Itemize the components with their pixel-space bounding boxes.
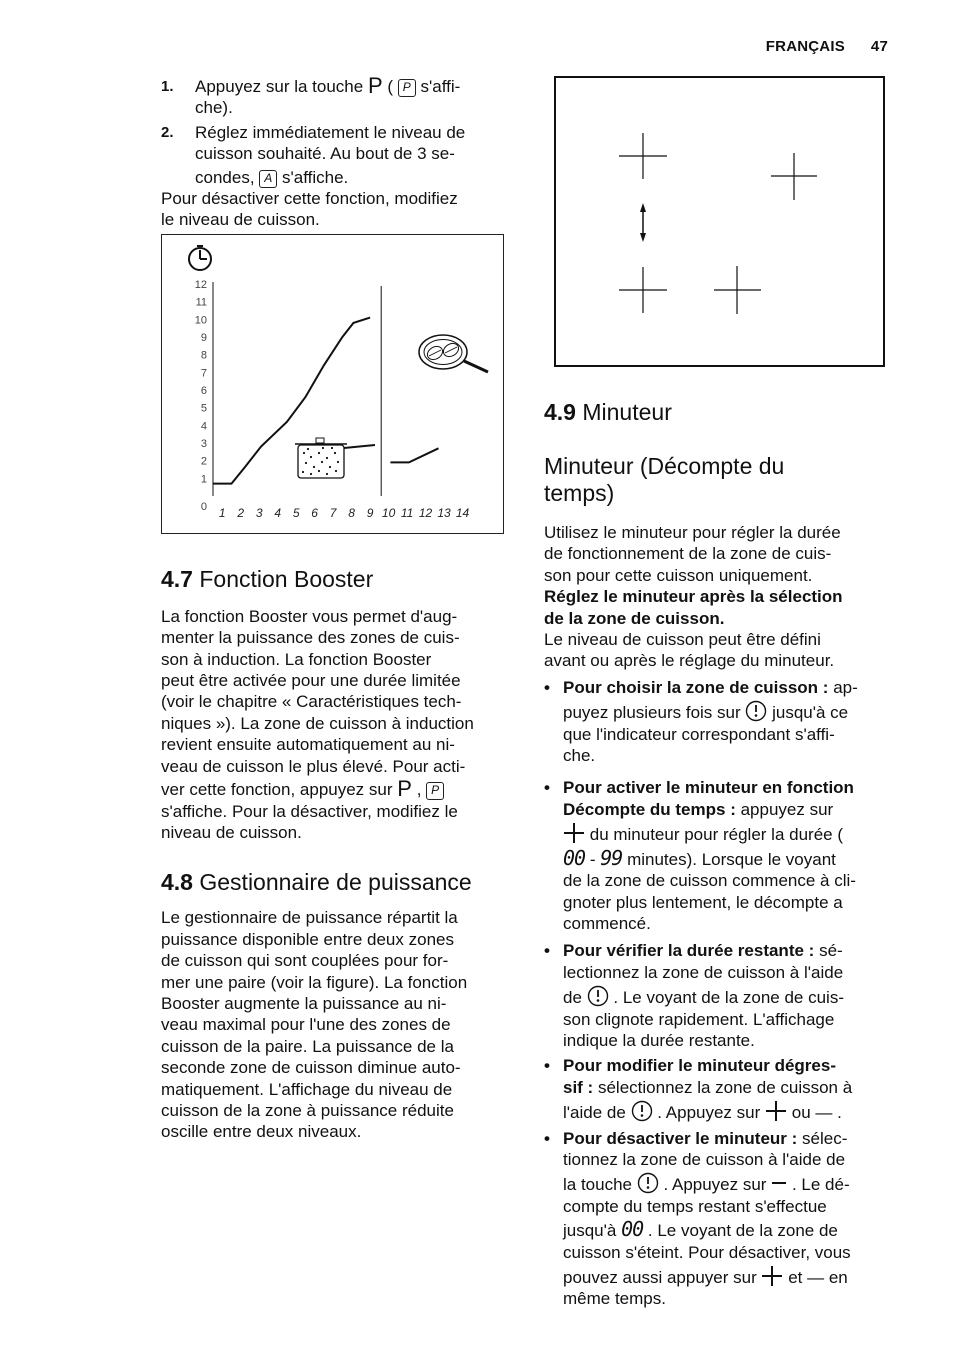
step-text: Appuyez sur la touche xyxy=(195,77,364,96)
left-column xyxy=(161,70,513,1143)
text: ou — . xyxy=(791,1103,842,1123)
section-number: 4.9 xyxy=(544,399,576,425)
heading-line: Minuteur (Décompte du xyxy=(544,453,785,479)
paren: ( xyxy=(387,77,394,96)
x-tick-label: 14 xyxy=(455,505,470,520)
y-tick-label: 7 xyxy=(200,367,207,380)
section-number: 4.8 xyxy=(161,869,193,896)
text: cuisson s'éteint. Pour désactiver, vous xyxy=(563,1242,851,1262)
bold-text: sif : xyxy=(563,1077,594,1097)
p-key-icon: P xyxy=(367,73,383,98)
bold-text: Pour désactiver le minuteur : xyxy=(563,1128,798,1148)
text: gnoter plus lentement, le décompte a xyxy=(563,892,843,912)
para-line: le niveau de cuisson. xyxy=(161,210,320,230)
para-line: de fonctionnement de la zone de cuis- xyxy=(544,544,832,564)
bullet-dot: • xyxy=(544,1056,550,1076)
text: puyez plusieurs fois sur xyxy=(563,703,741,723)
x-tick-label: 6 xyxy=(311,505,318,520)
bullet-dot: • xyxy=(544,941,550,961)
text: de la zone de cuisson commence à cli- xyxy=(563,871,856,891)
plus-icon xyxy=(765,1100,787,1122)
text: la touche xyxy=(563,1175,632,1195)
subsection-heading xyxy=(544,453,896,507)
plus-icon xyxy=(761,1265,783,1287)
display-99-icon: 99 xyxy=(600,845,623,870)
para-line: avant ou après le réglage du minuteur. xyxy=(544,651,835,671)
bullet-dot: • xyxy=(544,1128,550,1148)
text: commencé. xyxy=(563,913,651,933)
bullet-dot: • xyxy=(544,778,550,798)
x-tick-label: 12 xyxy=(418,505,433,520)
step-text: cuisson souhaité. Au bout de 3 se- xyxy=(195,144,455,164)
text: lectionnez la zone de cuisson à l'aide xyxy=(563,962,844,982)
para-line: cuisson de la zone à puissance réduite xyxy=(161,1100,454,1120)
y-tick-label: 1 xyxy=(200,473,207,486)
text: indique la durée restante. xyxy=(563,1030,755,1050)
x-tick-label: 8 xyxy=(348,505,355,520)
x-tick-label: 7 xyxy=(329,505,337,520)
para-line: cuisson de la paire. La puissance de la xyxy=(161,1036,454,1056)
para-line: niveau de cuisson. xyxy=(161,822,302,842)
timer-selector-icon xyxy=(587,985,609,1007)
para-line: Pour désactiver cette fonction, modifiez xyxy=(161,189,458,209)
heading-line: temps) xyxy=(544,480,615,506)
step-number: 1. xyxy=(161,78,174,95)
text: même temps. xyxy=(563,1289,666,1309)
section-title: Gestionnaire de puissance xyxy=(199,869,472,896)
x-tick-label: 13 xyxy=(437,505,451,520)
minuteur-intro xyxy=(544,522,896,672)
text: que l'indicateur correspondant s'affi- xyxy=(563,724,835,744)
para-line: Le gestionnaire de puissance répartit la xyxy=(161,908,458,928)
text: sélectionnez la zone de cuisson à xyxy=(597,1077,853,1097)
page-number: 47 xyxy=(870,38,888,55)
display-00-icon: 00 xyxy=(621,1217,644,1242)
section-number: 4.7 xyxy=(161,565,193,592)
timer-selector-icon xyxy=(637,1172,659,1194)
text: appuyez sur xyxy=(740,799,834,819)
para-line: son pour cette cuisson uniquement. xyxy=(544,565,813,585)
cooktop-frame xyxy=(555,77,884,366)
para-line: peut être activée pour une durée limitée xyxy=(161,671,461,691)
section-heading-4-8 xyxy=(161,868,513,896)
language-label: FRANÇAIS xyxy=(765,38,845,55)
text: minutes). Lorsque le voyant xyxy=(627,849,836,869)
para-line: Utilisez le minuteur pour régler la durée xyxy=(544,523,841,542)
para-line: mer une paire (voir la figure). La fonction xyxy=(161,972,468,992)
y-tick-label: 11 xyxy=(195,296,207,309)
text: . Le voyant de la zone de cuis- xyxy=(613,988,844,1008)
text: jusqu'à xyxy=(563,1221,617,1241)
x-tick-label: 5 xyxy=(292,505,300,520)
step-text: condes, xyxy=(195,167,255,187)
minus-icon xyxy=(771,1172,787,1194)
text: et — en xyxy=(788,1268,848,1287)
text: - xyxy=(589,849,596,869)
para-line xyxy=(161,776,513,802)
para-line: (voir le chapitre « Caractéristiques tech- xyxy=(161,692,462,712)
timer-selector-icon xyxy=(631,1100,653,1122)
x-tick-label: 2 xyxy=(237,505,245,520)
text: compte du temps restant s'effectue xyxy=(563,1196,827,1216)
section-heading-4-7 xyxy=(161,565,513,593)
bold-text: Décompte du temps : xyxy=(563,799,736,819)
text: de xyxy=(563,988,582,1008)
para-line: oscille entre deux niveaux. xyxy=(161,1122,362,1142)
p-key-icon: P xyxy=(397,776,412,802)
text: du minuteur pour régler la durée ( xyxy=(589,825,843,845)
y-tick-label: 4 xyxy=(200,420,207,433)
para-line: revient ensuite automatiquement au ni- xyxy=(161,735,455,755)
para-line: La fonction Booster vous permet d'aug- xyxy=(161,606,458,626)
text: ap- xyxy=(833,677,858,697)
para-line: s'affiche. Pour la désactiver, modifiez le xyxy=(161,801,458,821)
text: son clignote rapidement. L'affichage xyxy=(563,1009,835,1029)
a-display-icon: A xyxy=(259,170,277,188)
text: che. xyxy=(563,746,596,766)
para-line: veau de cuisson le plus élevé. Pour acti- xyxy=(161,756,466,776)
x-tick-label: 4 xyxy=(274,505,282,520)
para-line: Réglez le minuteur après la sélection xyxy=(544,587,843,607)
p-display-icon: P xyxy=(426,782,444,800)
x-tick-label: 11 xyxy=(400,505,414,520)
y-tick-label: 10 xyxy=(194,314,207,327)
bold-text: Pour activer le minuteur en fonction xyxy=(563,778,854,798)
plus-icon xyxy=(563,822,585,844)
bullet-modify-timer xyxy=(544,1055,896,1123)
bullet-check-remaining xyxy=(544,940,896,1051)
bold-text: Pour vérifier la durée restante : xyxy=(563,941,815,961)
step-text: che). xyxy=(195,98,233,118)
y-tick-label: 9 xyxy=(200,331,207,344)
step-1 xyxy=(161,73,513,119)
section-heading-4-9 xyxy=(544,398,896,426)
section-4-7-body xyxy=(161,606,513,843)
x-tick-label: 3 xyxy=(255,505,263,520)
x-tick-label: 9 xyxy=(366,505,374,520)
y-tick-label: 0 xyxy=(200,500,207,513)
text: . Le dé- xyxy=(791,1175,850,1195)
right-column xyxy=(544,76,896,1310)
bullet-activate-timer xyxy=(544,777,896,934)
y-tick-label: 2 xyxy=(200,455,207,468)
text: jusqu'à ce xyxy=(772,703,849,723)
section-title: Fonction Booster xyxy=(199,565,374,592)
step-2 xyxy=(161,122,513,188)
text: ver cette fonction, appuyez sur xyxy=(161,780,393,800)
y-tick-label: 12 xyxy=(194,278,207,291)
para-line: puissance disponible entre deux zones xyxy=(161,929,454,949)
y-tick-label: 5 xyxy=(200,402,207,415)
text: l'aide de xyxy=(563,1103,626,1123)
para-line: veau maximal pour l'une des zones de xyxy=(161,1015,451,1035)
para-line: matiquement. L'affichage du niveau de xyxy=(161,1079,453,1099)
text: sélec- xyxy=(802,1128,848,1148)
text: . Le voyant de la zone de xyxy=(647,1221,838,1241)
p-display-icon: P xyxy=(398,79,416,97)
step-number: 2. xyxy=(161,123,174,141)
y-tick-label: 6 xyxy=(200,384,207,397)
y-tick-label: 8 xyxy=(200,349,207,362)
step-text: s'affi- xyxy=(420,77,461,96)
para-line: niques »). La zone de cuisson à induction xyxy=(161,713,474,733)
para-line: de cuisson qui sont couplées pour for- xyxy=(161,951,449,971)
bullet-disable-timer xyxy=(544,1128,896,1310)
step-text: Réglez immédiatement le niveau de xyxy=(195,122,466,142)
bold-text: Pour modifier le minuteur dégres- xyxy=(563,1056,836,1076)
para-line: de la zone de cuisson. xyxy=(544,608,725,628)
bullet-choose-zone xyxy=(544,677,896,767)
para-line: seconde zone de cuisson diminue auto- xyxy=(161,1058,461,1078)
bullet-dot: • xyxy=(544,677,550,697)
after-steps xyxy=(161,188,513,231)
para-line: Booster augmente la puissance au ni- xyxy=(161,993,447,1013)
x-tick-label: 1 xyxy=(218,505,226,520)
heat-up-chart xyxy=(161,234,505,535)
section-title: Minuteur xyxy=(582,399,672,425)
bold-text: Pour choisir la zone de cuisson : xyxy=(563,677,829,697)
section-4-8-body xyxy=(161,907,513,1142)
text: tionnez la zone de cuisson à l'aide de xyxy=(563,1149,846,1169)
display-00-icon: 00 xyxy=(563,845,586,870)
para-line: son à induction. La fonction Booster xyxy=(161,649,432,669)
para-line: Le niveau de cuisson peut être défini xyxy=(544,630,821,650)
y-tick-label: 3 xyxy=(200,437,207,450)
text: pouvez aussi appuyer sur xyxy=(563,1268,757,1287)
page-header xyxy=(766,38,888,55)
text: . Appuyez sur xyxy=(663,1175,767,1195)
text: sé- xyxy=(819,941,843,961)
cooktop-diagram xyxy=(554,76,896,368)
text: . Appuyez sur xyxy=(657,1103,761,1123)
step-text: s'affiche. xyxy=(282,167,349,187)
timer-selector-icon xyxy=(745,700,767,722)
comma: , xyxy=(416,780,422,800)
x-tick-label: 10 xyxy=(381,505,396,520)
para-line: menter la puissance des zones de cuis- xyxy=(161,628,460,648)
